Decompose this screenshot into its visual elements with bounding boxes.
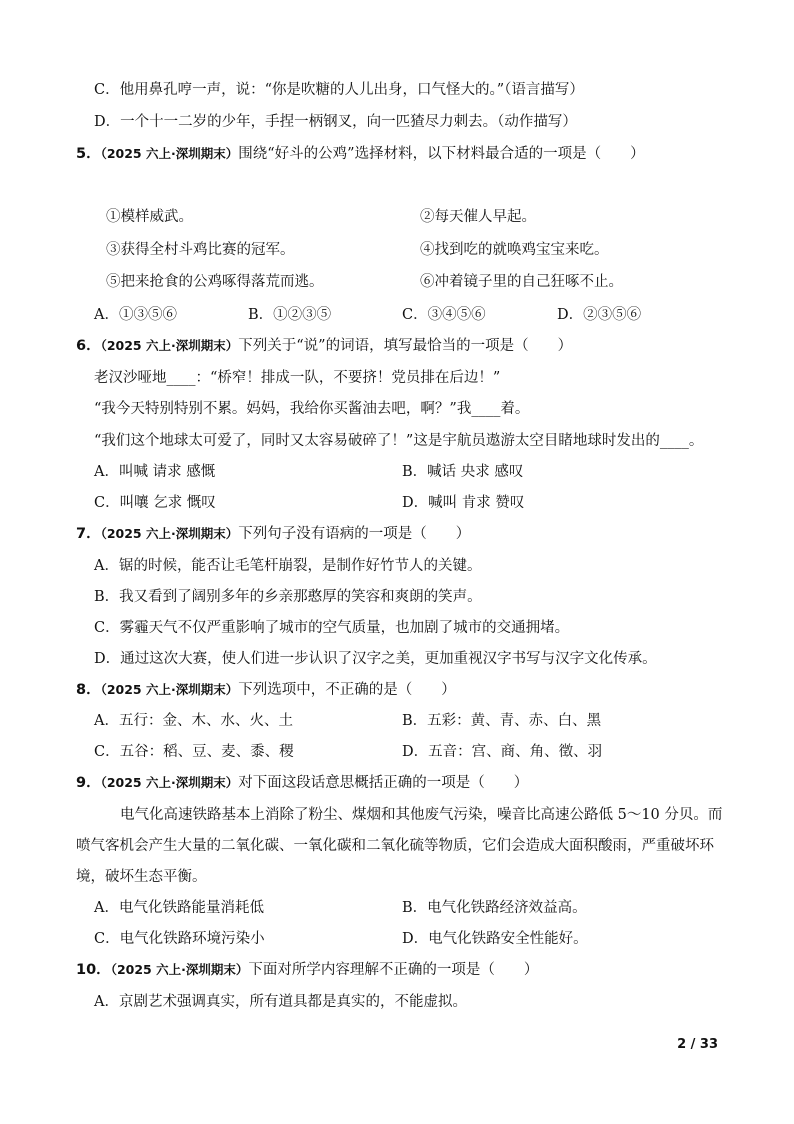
question-source: （2025 六上·深圳期末） <box>100 775 239 790</box>
question-stem: 下列选项中，不正确的是（ ） <box>238 682 456 698</box>
paragraph-line: 电气化高速铁路基本上消除了粉尘、煤烟和其他废气污染，噪音比高速公路低 5～10 分贝。而 <box>120 807 723 823</box>
question-10 <box>76 960 538 980</box>
option-a: A．锯的时候，能否让毛笔杆崩裂，是制作好竹节人的关键。 <box>94 558 482 574</box>
option-d: D．一个十一二岁的少年，手捏一柄钢叉，向一匹猹尽力刺去。（动作描写） <box>94 114 577 130</box>
option-a: A．京剧艺术强调真实，所有道具都是真实的，不能虚拟。 <box>94 994 467 1010</box>
question-6 <box>76 336 572 356</box>
material-6: ⑥冲着镜子里的自己狂啄不止。 <box>420 274 623 290</box>
material-2: ②每天催人早起。 <box>420 209 536 225</box>
question-stem: 围绕“好斗的公鸡”选择材料，以下材料最合适的一项是（ ） <box>238 146 645 162</box>
paragraph-line: 喷气客机会产生大量的二氧化碳、一氧化碳和二氧化硫等物质，它们会造成大面积酸雨，严重破坏环 <box>76 838 714 854</box>
option-c: C．他用鼻孔哼一声，说：“你是吹糖的人儿出身，口气怪大的。”（语言描写） <box>94 82 584 98</box>
option-c: C．五谷：稻、豆、麦、黍、稷 <box>94 744 294 760</box>
option-d: D．喊叫 肯求 赞叹 <box>402 495 525 511</box>
question-stem: 下列句子没有语病的一项是（ ） <box>238 526 471 542</box>
question-source: （2025 六上·深圳期末） <box>100 338 239 353</box>
option-b: B．喊话 央求 感叹 <box>402 464 524 480</box>
option-d: D．通过这次大赛，使人们进一步认识了汉字之美，更加重视汉字书写与汉字文化传承。 <box>94 651 657 667</box>
passage-line: “我今天特别特别不累。妈妈，我给你买酱油去吧，啊？”我____着。 <box>94 401 530 417</box>
material-1: ①模样威武。 <box>106 209 193 225</box>
material-3: ③获得全村斗鸡比赛的冠军。 <box>106 242 295 258</box>
question-stem: 下面对所学内容理解不正确的一项是（ ） <box>248 962 539 978</box>
option-b: B．五彩：黄、青、赤、白、黑 <box>402 713 602 729</box>
question-7 <box>76 524 470 544</box>
question-number: 6． <box>76 338 101 354</box>
passage-line: “我们这个地球太可爱了，同时又太容易破碎了！”这是宇航员遨游太空目睹地球时发出的____。 <box>94 433 704 449</box>
question-source: （2025 六上·深圳期末） <box>100 682 239 697</box>
question-source: （2025 六上·深圳期末） <box>100 526 239 541</box>
option-a: A．叫喊 请求 感慨 <box>94 464 216 480</box>
question-number: 10． <box>76 962 111 978</box>
option-c: C．③④⑤⑥ <box>402 307 486 323</box>
paragraph-line: 境，破坏生态平衡。 <box>76 869 207 885</box>
option-a: A．①③⑤⑥ <box>94 307 177 323</box>
material-5: ⑤把来抢食的公鸡啄得落荒而逃。 <box>106 274 324 290</box>
question-number: 7． <box>76 526 101 542</box>
question-stem: 下列关于“说”的词语，填写最恰当的一项是（ ） <box>238 338 573 354</box>
material-4: ④找到吃的就唤鸡宝宝来吃。 <box>420 242 609 258</box>
question-number: 8． <box>76 682 101 698</box>
question-source: （2025 六上·深圳期末） <box>100 146 239 161</box>
option-c: C．电气化铁路环境污染小 <box>94 931 265 947</box>
question-source: （2025 六上·深圳期末） <box>110 962 249 977</box>
option-b: B．我又看到了阔别多年的乡亲那憨厚的笑容和爽朗的笑声。 <box>94 589 482 605</box>
option-c: C．叫嚷 乞求 慨叹 <box>94 495 216 511</box>
question-9 <box>76 773 528 793</box>
question-8 <box>76 680 456 700</box>
option-a: A．五行：金、木、水、火、土 <box>94 713 293 729</box>
question-stem: 对下面这段话意思概括正确的一项是（ ） <box>238 775 529 791</box>
page-number: 2 / 33 <box>677 1037 718 1052</box>
option-a: A．电气化铁路能量消耗低 <box>94 900 264 916</box>
question-5 <box>76 144 645 164</box>
question-number: 9． <box>76 775 101 791</box>
option-d: D．五音：宫、商、角、徵、羽 <box>402 744 603 760</box>
option-d: D．电气化铁路安全性能好。 <box>402 931 588 947</box>
question-number: 5． <box>76 146 101 162</box>
passage-line: 老汉沙哑地____：“桥窄！排成一队，不要挤！党员排在后边！” <box>94 370 501 386</box>
option-b: B．电气化铁路经济效益高。 <box>402 900 587 916</box>
option-b: B．①②③⑤ <box>248 307 332 323</box>
option-d: D．②③⑤⑥ <box>557 307 642 323</box>
option-c: C．雾霾天气不仅严重影响了城市的空气质量，也加剧了城市的交通拥堵。 <box>94 620 570 636</box>
